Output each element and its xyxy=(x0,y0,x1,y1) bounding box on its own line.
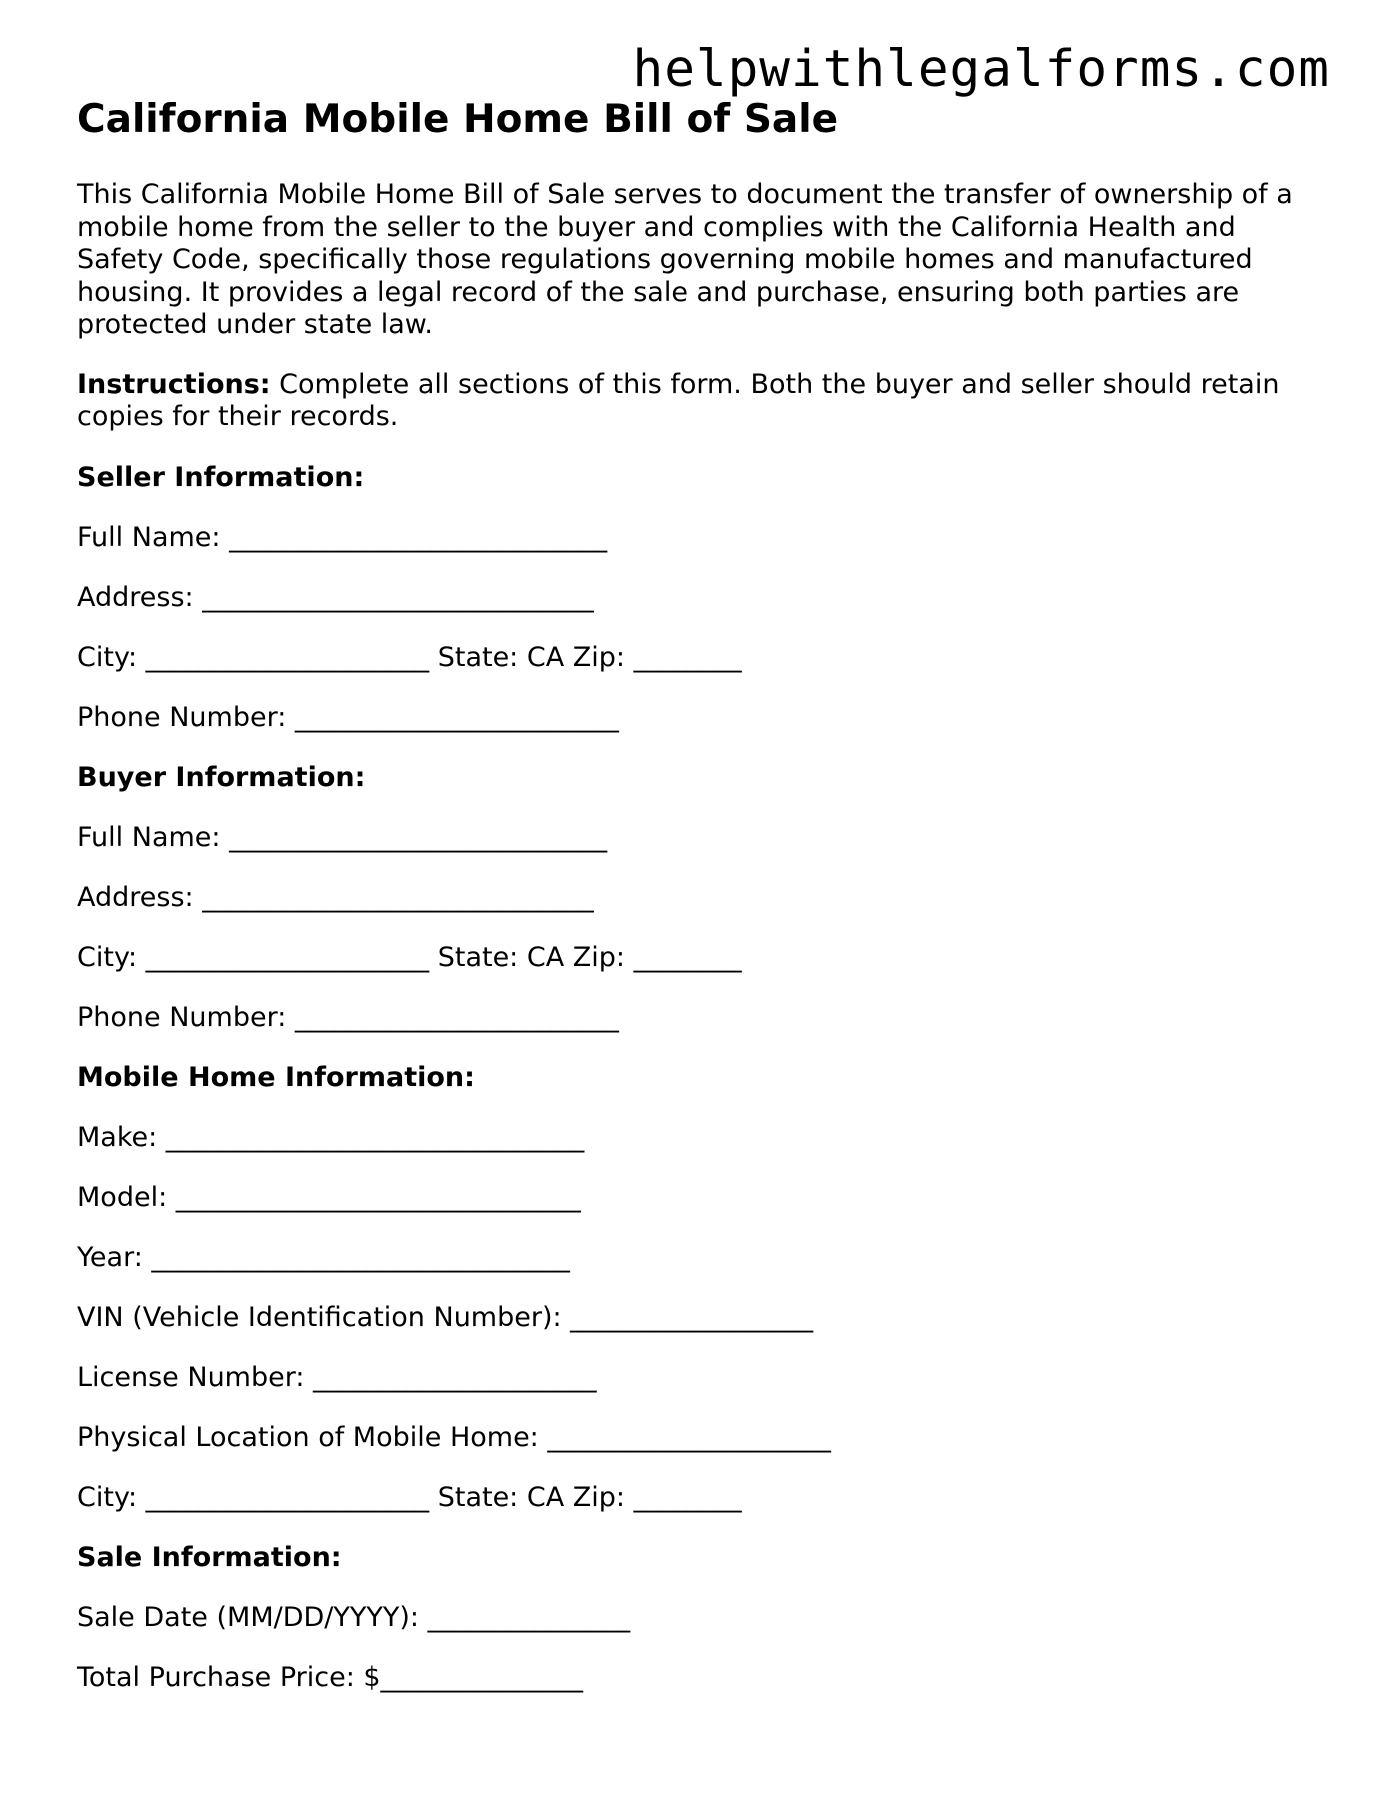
sale-heading: Sale Information: xyxy=(77,1541,342,1573)
seller-phone-field[interactable]: Phone Number: ________________________ xyxy=(77,701,619,733)
instructions-label: Instructions: xyxy=(77,368,271,400)
physical-location-field[interactable]: Physical Location of Mobile Home: _____________________ xyxy=(77,1421,831,1453)
sale-date-field[interactable]: Sale Date (MM/DD/YYYY): _______________ xyxy=(77,1601,631,1633)
buyer-heading: Buyer Information: xyxy=(77,761,366,793)
license-number-field[interactable]: License Number: _____________________ xyxy=(77,1361,597,1393)
model-field[interactable]: Model: ______________________________ xyxy=(77,1181,581,1213)
location-city-state-zip-field[interactable]: City: _____________________ State: CA Zip: ________ xyxy=(77,1481,742,1513)
intro-paragraph: This California Mobile Home Bill of Sale serves to document the transfer of ownership of a mobile home from the seller to the buyer and complies with the California Health and Safety Code, specifically those regulations governing mobile homes and manufactured housing. It provides a legal record of the sale and purchase, ensuring both parties are protected under state law. xyxy=(77,179,1293,340)
page-title: California Mobile Home Bill of Sale xyxy=(77,97,839,142)
buyer-address-field[interactable]: Address: _____________________________ xyxy=(77,881,594,913)
vin-field[interactable]: VIN (Vehicle Identification Number): __________________ xyxy=(77,1301,814,1333)
mobile-home-section xyxy=(77,1062,1327,1514)
buyer-city-state-zip-field[interactable]: City: _____________________ State: CA Zip: ________ xyxy=(77,941,742,973)
make-field[interactable]: Make: _______________________________ xyxy=(77,1121,585,1153)
seller-city-state-zip-field[interactable]: City: _____________________ State: CA Zip: ________ xyxy=(77,641,742,673)
year-field[interactable]: Year: _______________________________ xyxy=(77,1241,570,1273)
buyer-phone-field[interactable]: Phone Number: ________________________ xyxy=(77,1001,619,1033)
seller-section xyxy=(77,462,1327,734)
buyer-section xyxy=(77,762,1327,1034)
mobile-home-heading: Mobile Home Information: xyxy=(77,1061,475,1093)
purchase-price-field[interactable]: Total Purchase Price: $_______________ xyxy=(77,1661,584,1693)
seller-full-name-field[interactable]: Full Name: ____________________________ xyxy=(77,521,608,553)
seller-address-field[interactable]: Address: _____________________________ xyxy=(77,581,594,613)
seller-heading: Seller Information: xyxy=(77,461,365,493)
document-page xyxy=(77,94,1327,1694)
instructions-paragraph xyxy=(77,369,1327,434)
watermark: helpwithlegalforms.com xyxy=(632,40,1330,99)
sale-section xyxy=(77,1542,1327,1694)
buyer-full-name-field[interactable]: Full Name: ____________________________ xyxy=(77,821,608,853)
instructions-text: Complete all sections of this form. Both the buyer and seller should retain copies for their records. xyxy=(77,368,1280,432)
